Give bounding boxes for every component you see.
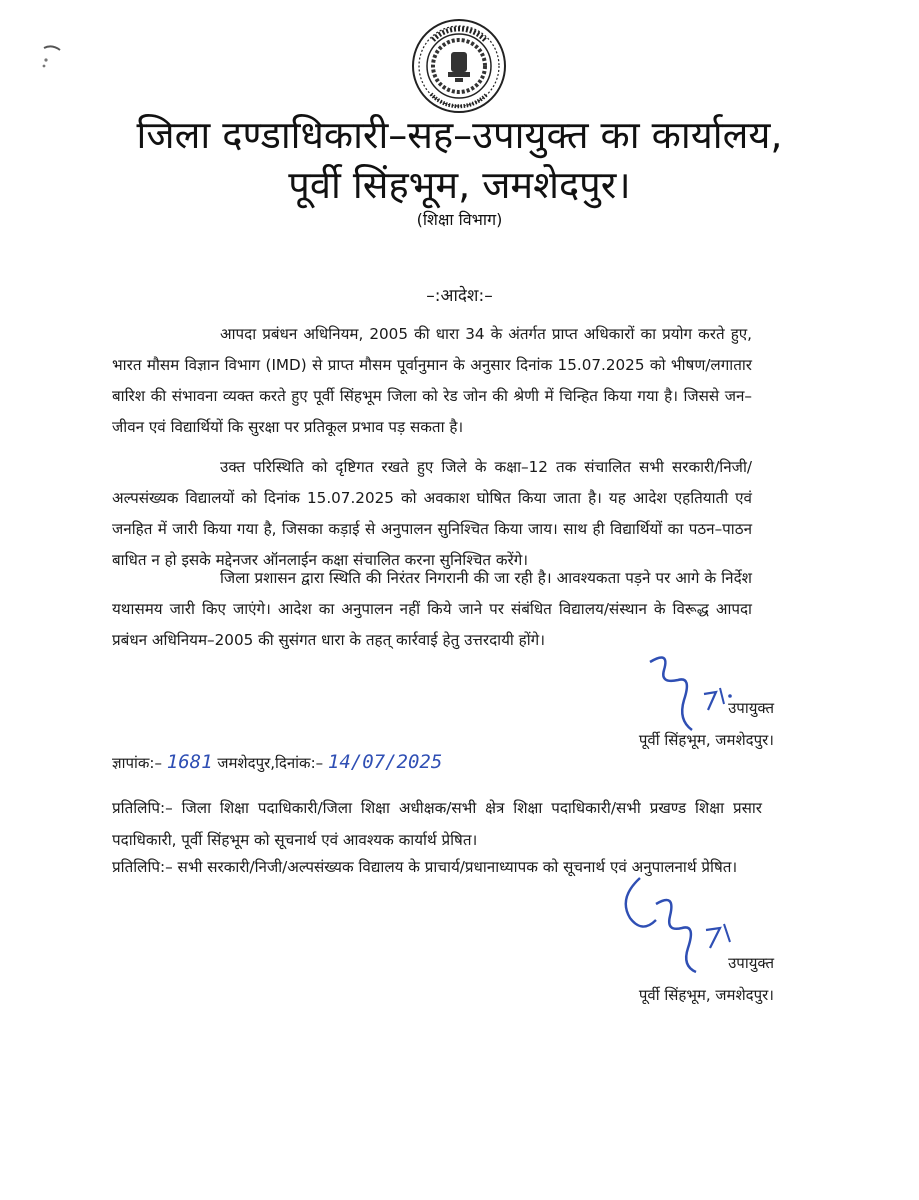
office-title-line-1: जिला दण्डाधिकारी–सह–उपायुक्त का कार्यालय, [136,113,783,157]
copy-to-paragraph: प्रतिलिपि:– जिला शिक्षा पदाधिकारी/जिला शिक्षा अधीक्षक/सभी क्षेत्र शिक्षा पदाधिकारी/सभी प्रखण्ड शिक्षा प्रसार पदाधिकारी, पूर्वी सिंहभूम को सूचनार्थ एवं आवश्यक कार्यार्थ प्रेषित। [112,799,762,849]
copy-to-paragraph: प्रतिलिपि:– सभी सरकारी/निजी/अल्पसंख्यक विद्यालय के प्राचार्य/प्रधानाध्यापक को सूचनार्थ एवं अनुपालनार्थ प्रेषित। [112,858,738,876]
order-paragraph: आपदा प्रबंधन अधिनियम, 2005 की धारा 34 के अंतर्गत प्राप्त अधिकारों का प्रयोग करते हुए, भारत मौसम विज्ञान विभाग (IMD) से प्राप्त मौसम पूर्वानुमान के अनुसार दिनांक 15.07.2025 को भीषण/लगातार बारिश की संभावना व्यक्त करते हुए पूर्वी सिंहभूम जिला को रेड जोन की श्रेणी में चिन्हित किया गया है। जिससे जन–जीवन एवं विद्यार्थियों कि सुरक्षा पर प्रतिकूल प्रभाव पड़ सकता है। [112,325,752,436]
order-paragraph: उक्त परिस्थिति को दृष्टिगत रखते हुए जिले के कक्षा–12 तक संचालित सभी सरकारी/निजी/अल्पसंख्यक विद्यालयों को दिनांक 15.07.2025 को अवकाश घोषित किया जाता है। यह आदेश एहतियाती एवं जनहित में जारी किया गया है, जिसका कड़ाई से अनुपालन सुनिश्चित किया जाय। साथ ही विद्यार्थियों का पठन–पाठन बाधित न हो इसके मद्देनजर ऑनलाईन कक्षा संचालित करना सुनिश्चित करेंगे। [112,458,752,569]
signature-block-2 [560,947,774,1011]
signatory-place: पूर्वी सिंहभूम, जमशेदपुर। [638,986,774,1004]
place-date-label: जमशेदपुर,दिनांक:– [217,754,324,772]
signatory-place: पूर्वी सिंहभूम, जमशेदपुर। [638,731,774,749]
memo-date: 14/07/2025 [327,751,443,773]
department-label: (शिक्षा विभाग) [416,210,503,229]
jharkhand-government-seal [411,18,507,114]
order-paragraph: जिला प्रशासन द्वारा स्थिति की निरंतर निगरानी की जा रही है। आवश्यकता पड़ने पर आगे के निर्देश यथासमय जारी किए जाएंगे। आदेश का अनुपालन नहीं किये जाने पर संबंधित विद्यालय/संस्थान के विरूद्ध आपदा प्रबंधन अधिनियम–2005 की सुसंगत धारा के तहत् कार्रवाई हेतु उत्तरदायी होंगे। [112,569,752,649]
signature-block-1 [560,692,774,756]
signatory-designation: उपायुक्त [728,699,774,717]
office-title-line-2: पूर्वी सिंहभूम, जमशेदपुर। [288,163,631,207]
memo-label: ज्ञापांक:– [112,754,162,772]
signatory-designation: उपायुक्त [728,954,774,972]
memo-line [112,751,442,773]
memo-number: 1681 [166,751,213,773]
corner-mark-icon [38,42,68,72]
order-heading: –:आदेश:– [426,286,493,306]
